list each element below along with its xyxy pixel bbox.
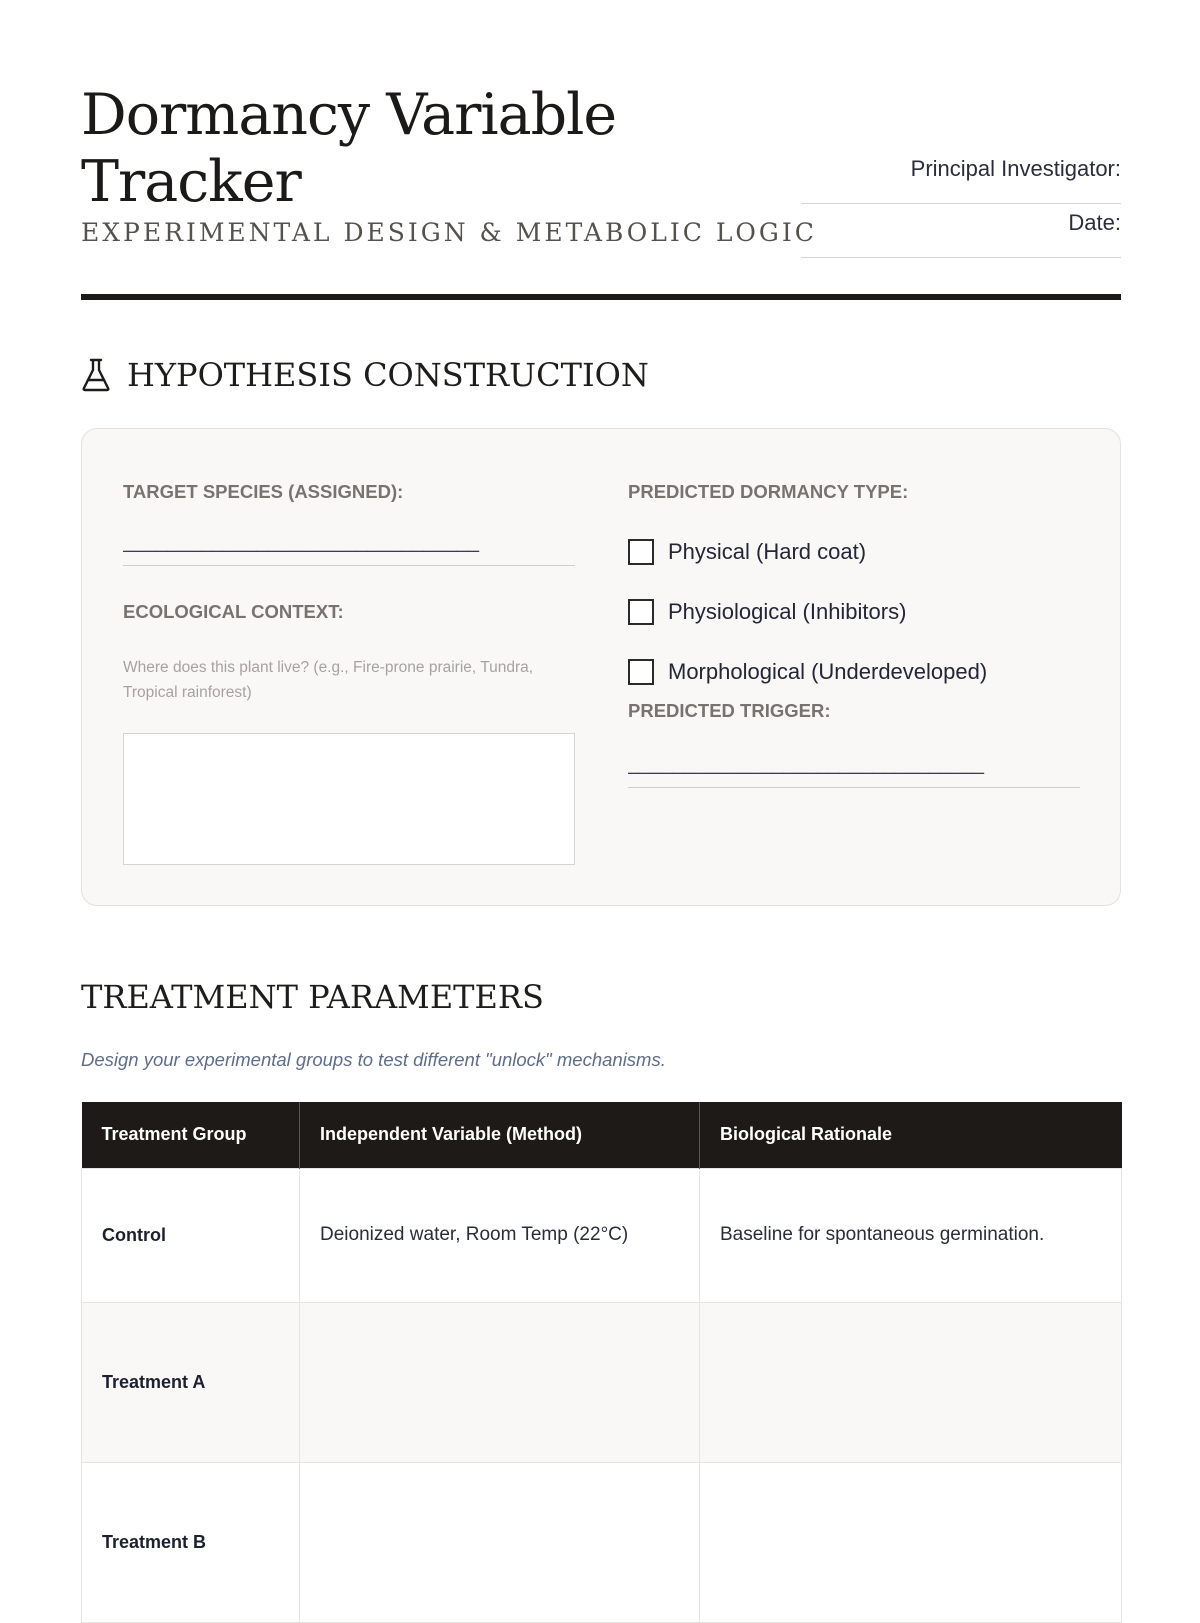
column-header-biological-rationale: Biological Rationale (700, 1102, 1122, 1168)
hypothesis-left-column (123, 429, 575, 905)
hypothesis-right-column (628, 429, 1080, 905)
rationale-cell[interactable] (700, 1302, 1122, 1462)
method-cell[interactable] (300, 1462, 700, 1622)
table-row (82, 1462, 1122, 1622)
predicted-trigger-input[interactable]: ________________________________ (628, 747, 1080, 788)
page-title (81, 82, 616, 216)
principal-investigator-label: Principal Investigator: (910, 156, 1121, 181)
meta-fields (801, 150, 1121, 258)
dormancy-option-label: Morphological (Underdeveloped) (668, 659, 988, 684)
dormancy-option-label: Physical (Hard coat) (668, 539, 867, 564)
table-row (82, 1302, 1122, 1462)
column-header-treatment-group: Treatment Group (82, 1102, 300, 1168)
column-header-independent-variable: Independent Variable (Method) (300, 1102, 700, 1168)
dormancy-type-label: PREDICTED DORMANCY TYPE: (628, 481, 909, 502)
flask-icon (81, 358, 111, 392)
rationale-cell[interactable] (700, 1462, 1122, 1622)
predicted-trigger-label: PREDICTED TRIGGER: (628, 700, 831, 721)
ecological-context-label: ECOLOGICAL CONTEXT: (123, 601, 344, 622)
principal-investigator-field[interactable] (801, 150, 1121, 204)
morphological-checkbox[interactable] (628, 659, 654, 685)
table-header-row (82, 1102, 1122, 1168)
hypothesis-heading-text: HYPOTHESIS CONSTRUCTION (127, 356, 649, 394)
method-cell[interactable]: Deionized water, Room Temp (22°C) (300, 1168, 700, 1302)
dormancy-option-physical[interactable] (628, 539, 866, 565)
date-field[interactable] (801, 204, 1121, 258)
dormancy-option-physiological[interactable] (628, 599, 906, 625)
ecological-context-textarea[interactable] (123, 733, 575, 865)
date-label: Date: (1068, 210, 1121, 235)
dormancy-option-label: Physiological (Inhibitors) (668, 599, 907, 624)
worksheet-header (81, 0, 1121, 302)
treatment-group-cell: Treatment A (82, 1302, 300, 1462)
target-species-label: TARGET SPECIES (ASSIGNED): (123, 481, 404, 502)
physiological-checkbox[interactable] (628, 599, 654, 625)
hypothesis-card (81, 428, 1121, 906)
treatment-section-heading: TREATMENT PARAMETERS (81, 978, 544, 1016)
page-title-line-2: Tracker (81, 149, 301, 215)
physical-checkbox[interactable] (628, 539, 654, 565)
page-title-line-1: Dormancy Variable (81, 82, 617, 148)
treatment-section-note: Design your experimental groups to test different "unlock" mechanisms. (81, 1049, 666, 1070)
treatment-group-cell: Control (82, 1168, 300, 1302)
ecological-context-hint: Where does this plant live? (e.g., Fire-prone prairie, Tundra, Tropical rainforest) (123, 659, 534, 701)
dormancy-option-morphological[interactable] (628, 659, 987, 685)
target-species-input[interactable]: ________________________________ (123, 525, 575, 566)
header-divider (81, 294, 1121, 300)
treatment-table (81, 1102, 1122, 1623)
method-cell[interactable] (300, 1302, 700, 1462)
hypothesis-section-heading (81, 356, 649, 394)
treatment-group-cell: Treatment B (82, 1462, 300, 1622)
table-row (82, 1168, 1122, 1302)
worksheet-page (81, 0, 1121, 1552)
page-subtitle: EXPERIMENTAL DESIGN & METABOLIC LOGIC (81, 218, 817, 247)
rationale-cell[interactable]: Baseline for spontaneous germination. (700, 1168, 1122, 1302)
